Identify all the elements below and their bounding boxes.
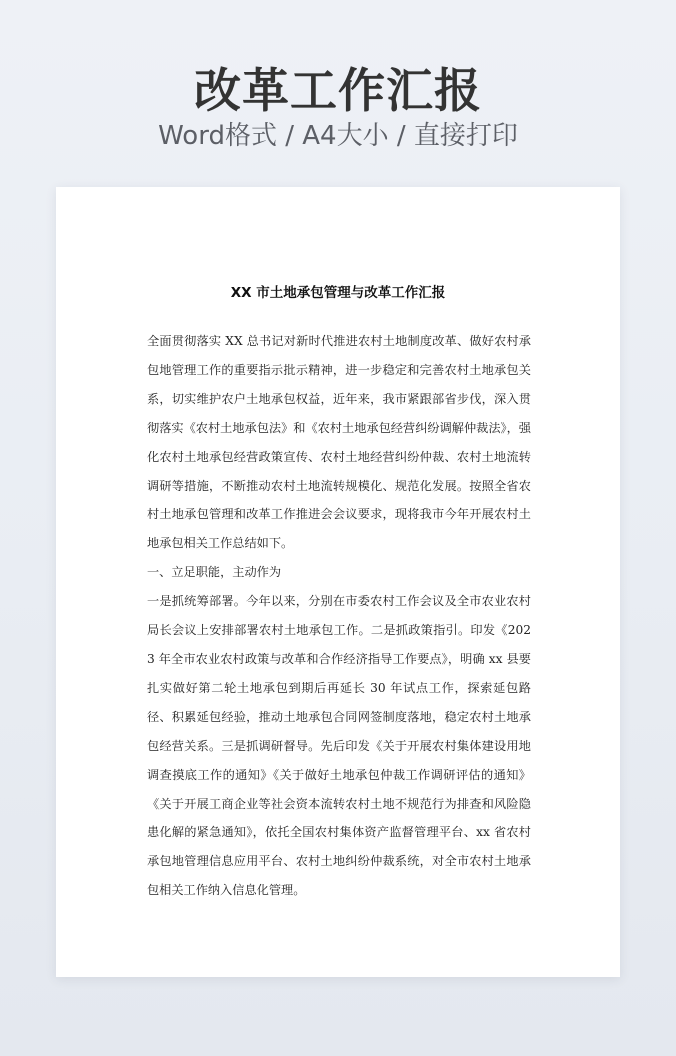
document-heading: XX 市土地承包管理与改革工作汇报 [230,285,446,301]
paragraph-intro: 全面贯彻落实 XX 总书记对新时代推进农村土地制度改革、做好农村承包地管理工作的重要指示批示精神，进一步稳定和完善农村土地承包关系，切实维护农户土地承包权益，近年来，我市紧跟部省步伐，深入贯彻落实《农村土地承包法》和《农村土地承包经营纠纷调解仲裁法》，强化农村土地承包经营政策宣传、农村土地经营纠纷仲裁、农村土地流转调研等措施，不断推动农村土地流转规模化、规范化发展。按照全省农村土地承包管理和改革工作推进会会议要求，现将我市今年开展农村土地承包相关工作总结如下。 [147,334,531,551]
banner-subtitle: Word格式 / A4大小 / 直接打印 [158,121,518,151]
document-page [56,187,620,977]
document-body [147,327,531,905]
banner-title: 改革工作汇报 [194,64,482,119]
banner [0,0,676,180]
paragraph-section-one: 一是抓统筹部署。今年以来，分别在市委农村工作会议及全市农业农村局长会议上安排部署农村土地承包工作。二是抓政策指引。印发《2023 年全市农业农村政策与改革和合作经济指导工作要点》，明确 xx 县要扎实做好第二轮土地承包到期后再延长 30 年试点工作，探索延包路径、积累延包经验，推动土地承包合同网签制度落地，稳定农村土地承包经营关系。三是抓调研督导。先后印发《关于开展农村集体建设用地调查摸底工作的通知》《关于做好土地承包仲裁工作调研评估的通知》《关于开展工商企业等社会资本流转农村土地不规范行为排查和风险隐患化解的紧急通知》，依托全国农村集体资产监督管理平台、xx 省农村承包地管理信息应用平台、农村土地纠纷仲裁系统，对全市农村土地承包相关工作纳入信息化管理。 [147,594,531,898]
section-heading: 一、立足职能，主动作为 [147,565,282,580]
